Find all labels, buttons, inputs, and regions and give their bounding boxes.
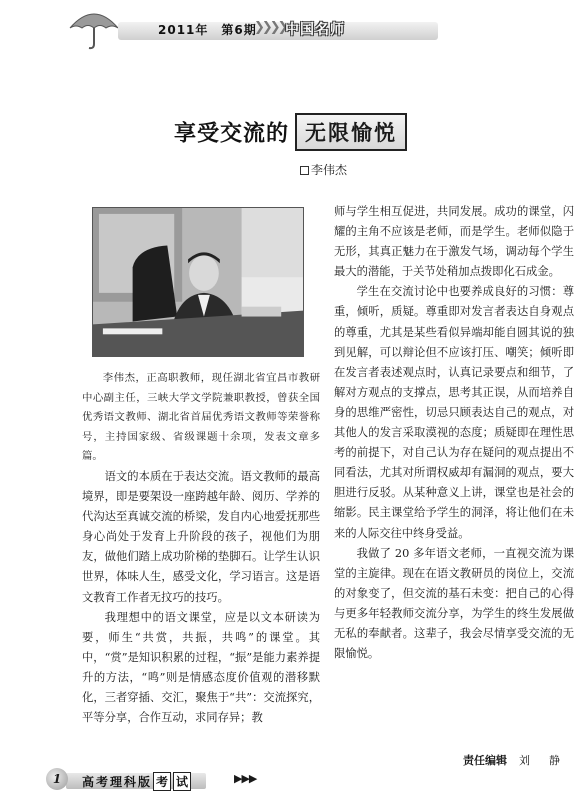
publication-box-2: 试	[173, 772, 191, 791]
arrows-icon: ▶▶▶	[234, 772, 257, 785]
issue-label: 2011年 第6期	[158, 23, 257, 37]
title-main: 享受交流的	[173, 121, 289, 147]
paragraph: 我做了 20 多年语文老师，一直视交流为课堂的主旋律。现在在语文教研员的岗位上，交流的对象变了，但交流的基石未变：把自己的心得与更多年轻教师交流分享，为学生的终生发展做无私的奉献者。这辈子，我会尽情享受交流的无限愉悦。	[334, 546, 574, 661]
right-column	[334, 202, 574, 664]
publication-box-1: 考	[153, 772, 171, 791]
editor-label: 责任编辑	[463, 754, 507, 767]
footer	[30, 768, 330, 798]
umbrella-logo-icon	[66, 6, 122, 52]
publication-prefix: 高考理科版	[82, 775, 153, 789]
square-bullet-icon	[300, 166, 309, 175]
publication-name	[82, 772, 192, 791]
chevron-icon: ❯❯❯❯	[254, 20, 286, 35]
byline	[300, 161, 347, 178]
paragraph: 师与学生相互促进，共同发展。成功的课堂，闪耀的主角不应该是老师，而是学生。老师似隐于无形，其真正魅力在于激发气场，调动每个学生最大的潜能，于关节处稍加点拨即化石成金。	[334, 205, 574, 279]
header-band	[0, 0, 581, 62]
author-bio: 李伟杰，正高职教师，现任湖北省宜昌市教研中心副主任，三峡大学文学院兼职教授，曾获全国优秀语文教师、湖北省首届优秀语文教师等荣誉称号，主持国家级、省级课题十余项，发表文章多篇。	[82, 372, 320, 463]
author-name: 李伟杰	[311, 163, 348, 177]
author-photo	[92, 207, 304, 357]
page-number: 1	[46, 768, 68, 790]
paragraph: 语文的本质在于表达交流。语文教师的最高境界，即是要架设一座跨越年龄、阅历、学养的代沟达至真诚交流的桥梁，发自内心地爱抚那些身心尚处于发育上升阶段的孩子，视他们为朋友，做他们踏上成功阶梯的垫脚石。让学生认识世界，体味人生，感受文化，学习语言。这是语文教育工作者无抆巧的技巧。	[82, 469, 320, 604]
article-title	[0, 113, 581, 151]
column-name: 中国名师	[285, 22, 345, 38]
paragraph: 我理想中的语文课堂，应是以文本研读为要，师生“共赏，共振，共鸣”的课堂。其中，“赏”是知识积累的过程，“振”是能力素养提升的方法，“鸣”则是情感态度价值观的潜移默化，三者穿插、交汇，聚焦于“共”：交流探究，平等分享，合作互动，求同存异；教	[82, 610, 320, 725]
left-column	[82, 369, 320, 728]
editor-name: 刘 静	[519, 754, 564, 767]
title-boxed: 无限愉悦	[295, 113, 407, 151]
paragraph: 学生在交流讨论中也要养成良好的习惯：尊重，倾听，质疑。尊重即对发言者表达自身观点的尊重，尤其是某些看似异端却能自圆其说的独到见解，可以辩论但不应该打压、嘲笑；倾听即在发言者表述观点时，认真记录要点和细节，了解对方观点的支撑点，思考其正误，从而培养自身的思维严密性，切忌只顾表达自己的观点，对其他人的发言采取漠视的态度；质疑即在理性思考的前提下，对自己认为存在疑问的观点提出不同看法，尤其对所谓权威却有漏洞的观点，要大胆进行反驳。从某种意义上讲，课堂也是社会的缩影。民主课堂给予学生的洞泽，将让他们在未来的人际交往中终身受益。	[334, 285, 574, 540]
editor-credit	[463, 752, 564, 768]
